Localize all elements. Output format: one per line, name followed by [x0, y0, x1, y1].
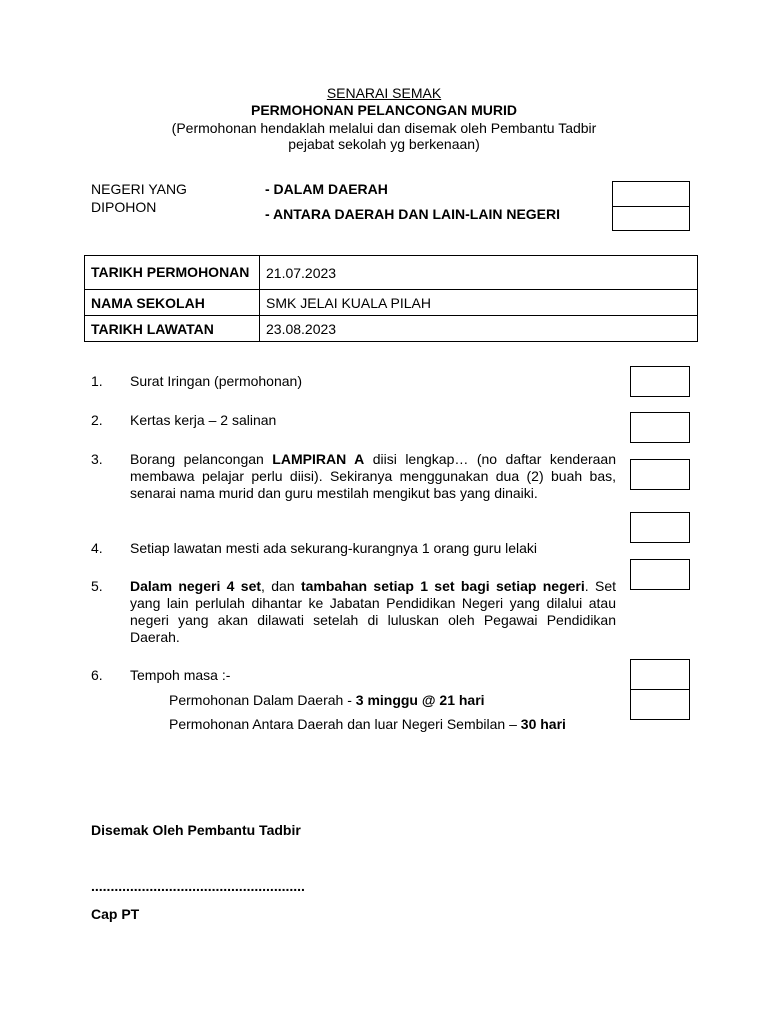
item-number: 4. — [91, 540, 103, 556]
checkbox-antara-daerah[interactable] — [612, 206, 690, 231]
checkbox-item-6a[interactable] — [630, 659, 690, 690]
checkbox-item-3b[interactable] — [630, 512, 690, 543]
option-dalam-daerah: - DALAM DAERAH — [265, 181, 388, 197]
checked-by-label: Disemak Oleh Pembantu Tadbir — [91, 822, 301, 838]
checkbox-item-6b[interactable] — [630, 689, 690, 720]
table-row — [85, 290, 698, 316]
negeri-label-line2: DIPOHON — [91, 199, 157, 215]
label-tarikh-permohonan: TARIKH PERMOHONAN — [85, 256, 260, 290]
item-text: Kertas kerja – 2 salinan — [130, 412, 277, 428]
checkbox-item-5[interactable] — [630, 559, 690, 590]
item-number: 6. — [91, 667, 103, 683]
checkbox-item-3[interactable] — [630, 459, 690, 490]
application-info-table — [84, 255, 698, 342]
checkbox-item-2[interactable] — [630, 412, 690, 443]
value-nama-sekolah: SMK JELAI KUALA PILAH — [260, 290, 698, 316]
value-tarikh-lawatan: 23.08.2023 — [260, 316, 698, 342]
checkbox-dalam-daerah[interactable] — [612, 181, 690, 207]
table-row — [85, 316, 698, 342]
duration-antara-daerah: Permohonan Antara Daerah dan luar Negeri Sembilan – 30 hari — [169, 716, 566, 732]
item-number: 3. — [91, 451, 103, 467]
instruction-note-line1: (Permohonan hendaklah melalui dan disemak oleh Pembantu Tadbir — [171, 120, 597, 136]
signature-line: ....................................................... — [91, 878, 305, 894]
item-number: 5. — [91, 578, 103, 594]
stamp-label: Cap PT — [91, 906, 140, 922]
instruction-note-line2: pejabat sekolah yg berkenaan) — [288, 136, 480, 152]
duration-dalam-daerah: Permohonan Dalam Daerah - 3 minggu @ 21 hari — [169, 692, 485, 708]
table-row — [85, 256, 698, 290]
item-number: 2. — [91, 412, 103, 428]
item-text: Surat Iringan (permohonan) — [130, 373, 302, 389]
checkbox-item-1[interactable] — [630, 366, 690, 397]
value-tarikh-permohonan: 21.07.2023 — [260, 256, 698, 290]
page-title: SENARAI SEMAK — [326, 85, 442, 101]
option-antara-daerah: - ANTARA DAERAH DAN LAIN-LAIN NEGERI — [265, 206, 561, 222]
label-nama-sekolah: NAMA SEKOLAH — [85, 290, 260, 316]
label-tarikh-lawatan: TARIKH LAWATAN — [85, 316, 260, 342]
item-text: Tempoh masa :- — [130, 667, 231, 683]
negeri-label-line1: NEGERI YANG — [91, 181, 187, 197]
item-number: 1. — [91, 373, 103, 389]
item-text: Setiap lawatan mesti ada sekurang-kurangnya 1 orang guru lelaki — [130, 540, 538, 556]
item-text: Borang pelancongan LAMPIRAN A diisi lengkap… (no daftar kenderaan membawa pelajar perlu diisi). Sekiranya menggunakan dua (2) buah bas, senarai nama murid dan guru mestilah mengikut bas yang dinaiki. — [130, 451, 616, 501]
page-subtitle: PERMOHONAN PELANCONGAN MURID — [251, 102, 517, 118]
item-text: Dalam negeri 4 set, dan tambahan setiap 1 set bagi setiap negeri. Set yang lain perlulah dihantar ke Jabatan Pendidikan Negeri yang dilalui atau negeri yang akan dilawati setelah di luluskan oleh Pegawai Pendidikan Daerah. — [130, 578, 617, 645]
